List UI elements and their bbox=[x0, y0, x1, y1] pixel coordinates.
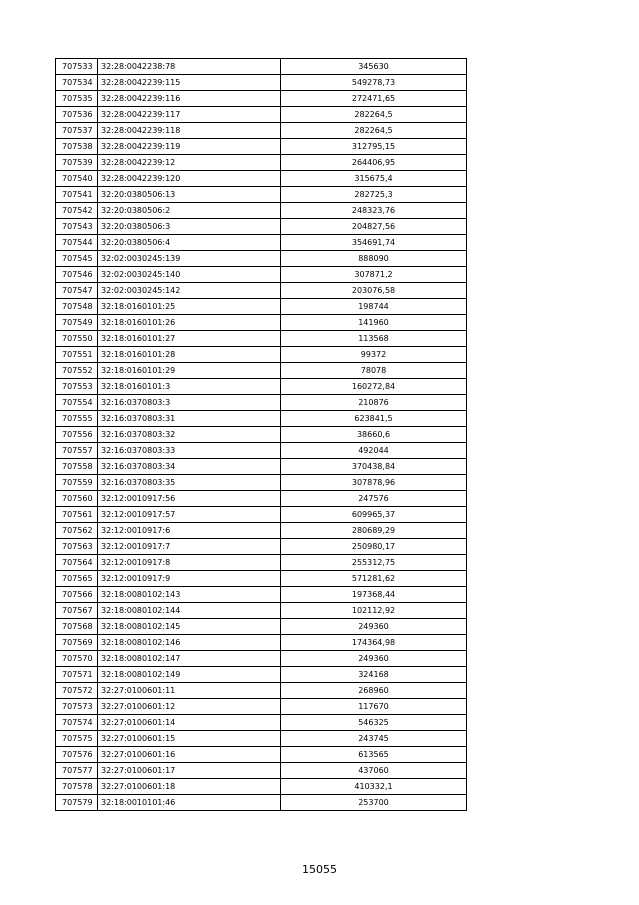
row-id-cell: 707545 bbox=[56, 251, 98, 267]
table-row bbox=[56, 491, 467, 507]
value-cell: 113568 bbox=[281, 331, 467, 347]
table-row bbox=[56, 747, 467, 763]
cadastral-number-cell: 32:18:0080102:144 bbox=[98, 603, 281, 619]
row-id-cell: 707546 bbox=[56, 267, 98, 283]
table-row bbox=[56, 795, 467, 811]
cadastral-number-cell: 32:18:0080102:143 bbox=[98, 587, 281, 603]
table-row bbox=[56, 427, 467, 443]
row-id-cell: 707560 bbox=[56, 491, 98, 507]
table-row bbox=[56, 395, 467, 411]
cadastral-number-cell: 32:27:0100601:18 bbox=[98, 779, 281, 795]
table-row bbox=[56, 411, 467, 427]
cadastral-number-cell: 32:28:0042239:12 bbox=[98, 155, 281, 171]
row-id-cell: 707540 bbox=[56, 171, 98, 187]
table-row bbox=[56, 315, 467, 331]
cadastral-number-cell: 32:20:0380506:13 bbox=[98, 187, 281, 203]
cadastral-number-cell: 32:02:0030245:142 bbox=[98, 283, 281, 299]
table-row bbox=[56, 715, 467, 731]
cadastral-number-cell: 32:12:0010917:9 bbox=[98, 571, 281, 587]
value-cell: 370438,84 bbox=[281, 459, 467, 475]
value-cell: 247576 bbox=[281, 491, 467, 507]
table-row bbox=[56, 779, 467, 795]
row-id-cell: 707559 bbox=[56, 475, 98, 491]
table-row bbox=[56, 235, 467, 251]
cadastral-number-cell: 32:12:0010917:6 bbox=[98, 523, 281, 539]
cadastral-number-cell: 32:18:0080102:146 bbox=[98, 635, 281, 651]
cadastral-number-cell: 32:02:0030245:139 bbox=[98, 251, 281, 267]
value-cell: 437060 bbox=[281, 763, 467, 779]
cadastral-number-cell: 32:28:0042239:115 bbox=[98, 75, 281, 91]
row-id-cell: 707551 bbox=[56, 347, 98, 363]
row-id-cell: 707569 bbox=[56, 635, 98, 651]
row-id-cell: 707563 bbox=[56, 539, 98, 555]
cadastral-number-cell: 32:28:0042239:117 bbox=[98, 107, 281, 123]
row-id-cell: 707548 bbox=[56, 299, 98, 315]
row-id-cell: 707541 bbox=[56, 187, 98, 203]
value-cell: 38660,6 bbox=[281, 427, 467, 443]
cadastral-number-cell: 32:27:0100601:17 bbox=[98, 763, 281, 779]
value-cell: 307878,96 bbox=[281, 475, 467, 491]
table-row bbox=[56, 763, 467, 779]
row-id-cell: 707568 bbox=[56, 619, 98, 635]
cadastral-number-cell: 32:28:0042239:116 bbox=[98, 91, 281, 107]
value-cell: 613565 bbox=[281, 747, 467, 763]
table-row bbox=[56, 379, 467, 395]
table-row bbox=[56, 331, 467, 347]
page-number: 15055 bbox=[302, 863, 337, 876]
value-cell: 312795,15 bbox=[281, 139, 467, 155]
row-id-cell: 707578 bbox=[56, 779, 98, 795]
value-cell: 174364,98 bbox=[281, 635, 467, 651]
row-id-cell: 707570 bbox=[56, 651, 98, 667]
value-cell: 255312,75 bbox=[281, 555, 467, 571]
value-cell: 492044 bbox=[281, 443, 467, 459]
cadastral-number-cell: 32:02:0030245:140 bbox=[98, 267, 281, 283]
table-row bbox=[56, 731, 467, 747]
value-cell: 307871,2 bbox=[281, 267, 467, 283]
row-id-cell: 707550 bbox=[56, 331, 98, 347]
table-row bbox=[56, 267, 467, 283]
cadastral-number-cell: 32:20:0380506:2 bbox=[98, 203, 281, 219]
value-cell: 249360 bbox=[281, 651, 467, 667]
value-cell: 282725,3 bbox=[281, 187, 467, 203]
value-cell: 609965,37 bbox=[281, 507, 467, 523]
table-row bbox=[56, 123, 467, 139]
table-row bbox=[56, 683, 467, 699]
cadastral-number-cell: 32:16:0370803:32 bbox=[98, 427, 281, 443]
row-id-cell: 707579 bbox=[56, 795, 98, 811]
table-row bbox=[56, 203, 467, 219]
row-id-cell: 707561 bbox=[56, 507, 98, 523]
cadastral-number-cell: 32:27:0100601:11 bbox=[98, 683, 281, 699]
cadastral-number-cell: 32:16:0370803:3 bbox=[98, 395, 281, 411]
value-cell: 250980,17 bbox=[281, 539, 467, 555]
table-row bbox=[56, 251, 467, 267]
table-row bbox=[56, 75, 467, 91]
cadastral-number-cell: 32:12:0010917:7 bbox=[98, 539, 281, 555]
table-row bbox=[56, 171, 467, 187]
cadastral-number-cell: 32:28:0042238:78 bbox=[98, 59, 281, 75]
row-id-cell: 707567 bbox=[56, 603, 98, 619]
row-id-cell: 707534 bbox=[56, 75, 98, 91]
value-cell: 102112,92 bbox=[281, 603, 467, 619]
row-id-cell: 707556 bbox=[56, 427, 98, 443]
row-id-cell: 707554 bbox=[56, 395, 98, 411]
cadastral-number-cell: 32:18:0080102:145 bbox=[98, 619, 281, 635]
value-cell: 345630 bbox=[281, 59, 467, 75]
table-row bbox=[56, 555, 467, 571]
row-id-cell: 707552 bbox=[56, 363, 98, 379]
row-id-cell: 707542 bbox=[56, 203, 98, 219]
row-id-cell: 707574 bbox=[56, 715, 98, 731]
value-cell: 549278,73 bbox=[281, 75, 467, 91]
value-cell: 546325 bbox=[281, 715, 467, 731]
value-cell: 268960 bbox=[281, 683, 467, 699]
cadastral-number-cell: 32:16:0370803:35 bbox=[98, 475, 281, 491]
row-id-cell: 707533 bbox=[56, 59, 98, 75]
table-row bbox=[56, 539, 467, 555]
value-cell: 282264,5 bbox=[281, 123, 467, 139]
value-cell: 410332,1 bbox=[281, 779, 467, 795]
cadastral-number-cell: 32:27:0100601:12 bbox=[98, 699, 281, 715]
cadastral-number-cell: 32:16:0370803:34 bbox=[98, 459, 281, 475]
row-id-cell: 707549 bbox=[56, 315, 98, 331]
table-row bbox=[56, 635, 467, 651]
row-id-cell: 707539 bbox=[56, 155, 98, 171]
table-row bbox=[56, 475, 467, 491]
cadastral-number-cell: 32:18:0160101:26 bbox=[98, 315, 281, 331]
value-cell: 282264,5 bbox=[281, 107, 467, 123]
table-row bbox=[56, 283, 467, 299]
table-row bbox=[56, 187, 467, 203]
value-cell: 204827,56 bbox=[281, 219, 467, 235]
cadastral-number-cell: 32:18:0160101:25 bbox=[98, 299, 281, 315]
cadastral-value-table bbox=[55, 58, 467, 811]
row-id-cell: 707576 bbox=[56, 747, 98, 763]
row-id-cell: 707571 bbox=[56, 667, 98, 683]
row-id-cell: 707543 bbox=[56, 219, 98, 235]
value-cell: 253700 bbox=[281, 795, 467, 811]
row-id-cell: 707555 bbox=[56, 411, 98, 427]
value-cell: 272471,65 bbox=[281, 91, 467, 107]
row-id-cell: 707573 bbox=[56, 699, 98, 715]
cadastral-number-cell: 32:12:0010917:8 bbox=[98, 555, 281, 571]
row-id-cell: 707575 bbox=[56, 731, 98, 747]
table-row bbox=[56, 91, 467, 107]
row-id-cell: 707544 bbox=[56, 235, 98, 251]
cadastral-number-cell: 32:18:0160101:28 bbox=[98, 347, 281, 363]
table-row bbox=[56, 667, 467, 683]
value-cell: 623841,5 bbox=[281, 411, 467, 427]
value-cell: 248323,76 bbox=[281, 203, 467, 219]
table-row bbox=[56, 443, 467, 459]
table-row bbox=[56, 459, 467, 475]
value-cell: 243745 bbox=[281, 731, 467, 747]
table-row bbox=[56, 155, 467, 171]
value-cell: 280689,29 bbox=[281, 523, 467, 539]
cadastral-number-cell: 32:28:0042239:118 bbox=[98, 123, 281, 139]
cadastral-number-cell: 32:18:0010101:46 bbox=[98, 795, 281, 811]
value-cell: 99372 bbox=[281, 347, 467, 363]
table-row bbox=[56, 139, 467, 155]
cadastral-number-cell: 32:18:0080102:149 bbox=[98, 667, 281, 683]
row-id-cell: 707547 bbox=[56, 283, 98, 299]
table-row bbox=[56, 699, 467, 715]
table-body bbox=[56, 59, 467, 811]
table-row bbox=[56, 219, 467, 235]
value-cell: 315675,4 bbox=[281, 171, 467, 187]
table-row bbox=[56, 587, 467, 603]
table-row bbox=[56, 619, 467, 635]
value-cell: 210876 bbox=[281, 395, 467, 411]
cadastral-number-cell: 32:20:0380506:3 bbox=[98, 219, 281, 235]
value-cell: 198744 bbox=[281, 299, 467, 315]
cadastral-number-cell: 32:18:0080102:147 bbox=[98, 651, 281, 667]
table-row bbox=[56, 571, 467, 587]
row-id-cell: 707537 bbox=[56, 123, 98, 139]
value-cell: 117670 bbox=[281, 699, 467, 715]
table-row bbox=[56, 299, 467, 315]
row-id-cell: 707565 bbox=[56, 571, 98, 587]
row-id-cell: 707577 bbox=[56, 763, 98, 779]
value-cell: 203076,58 bbox=[281, 283, 467, 299]
cadastral-number-cell: 32:18:0160101:27 bbox=[98, 331, 281, 347]
value-cell: 141960 bbox=[281, 315, 467, 331]
cadastral-number-cell: 32:18:0160101:3 bbox=[98, 379, 281, 395]
value-cell: 160272,84 bbox=[281, 379, 467, 395]
value-cell: 249360 bbox=[281, 619, 467, 635]
cadastral-number-cell: 32:12:0010917:57 bbox=[98, 507, 281, 523]
value-cell: 324168 bbox=[281, 667, 467, 683]
cadastral-number-cell: 32:28:0042239:120 bbox=[98, 171, 281, 187]
table-row bbox=[56, 59, 467, 75]
table-row bbox=[56, 107, 467, 123]
value-cell: 197368,44 bbox=[281, 587, 467, 603]
table-row bbox=[56, 523, 467, 539]
cadastral-number-cell: 32:12:0010917:56 bbox=[98, 491, 281, 507]
table-row bbox=[56, 603, 467, 619]
row-id-cell: 707538 bbox=[56, 139, 98, 155]
cadastral-number-cell: 32:16:0370803:33 bbox=[98, 443, 281, 459]
row-id-cell: 707553 bbox=[56, 379, 98, 395]
value-cell: 264406,95 bbox=[281, 155, 467, 171]
table-row bbox=[56, 507, 467, 523]
cadastral-number-cell: 32:27:0100601:16 bbox=[98, 747, 281, 763]
cadastral-number-cell: 32:16:0370803:31 bbox=[98, 411, 281, 427]
row-id-cell: 707536 bbox=[56, 107, 98, 123]
table-row bbox=[56, 651, 467, 667]
row-id-cell: 707566 bbox=[56, 587, 98, 603]
cadastral-number-cell: 32:27:0100601:15 bbox=[98, 731, 281, 747]
cadastral-number-cell: 32:27:0100601:14 bbox=[98, 715, 281, 731]
row-id-cell: 707557 bbox=[56, 443, 98, 459]
cadastral-number-cell: 32:18:0160101:29 bbox=[98, 363, 281, 379]
table-row bbox=[56, 363, 467, 379]
value-cell: 888090 bbox=[281, 251, 467, 267]
table-row bbox=[56, 347, 467, 363]
row-id-cell: 707535 bbox=[56, 91, 98, 107]
row-id-cell: 707572 bbox=[56, 683, 98, 699]
row-id-cell: 707558 bbox=[56, 459, 98, 475]
row-id-cell: 707564 bbox=[56, 555, 98, 571]
cadastral-number-cell: 32:28:0042239:119 bbox=[98, 139, 281, 155]
value-cell: 78078 bbox=[281, 363, 467, 379]
value-cell: 571281,62 bbox=[281, 571, 467, 587]
value-cell: 354691,74 bbox=[281, 235, 467, 251]
cadastral-number-cell: 32:20:0380506:4 bbox=[98, 235, 281, 251]
row-id-cell: 707562 bbox=[56, 523, 98, 539]
